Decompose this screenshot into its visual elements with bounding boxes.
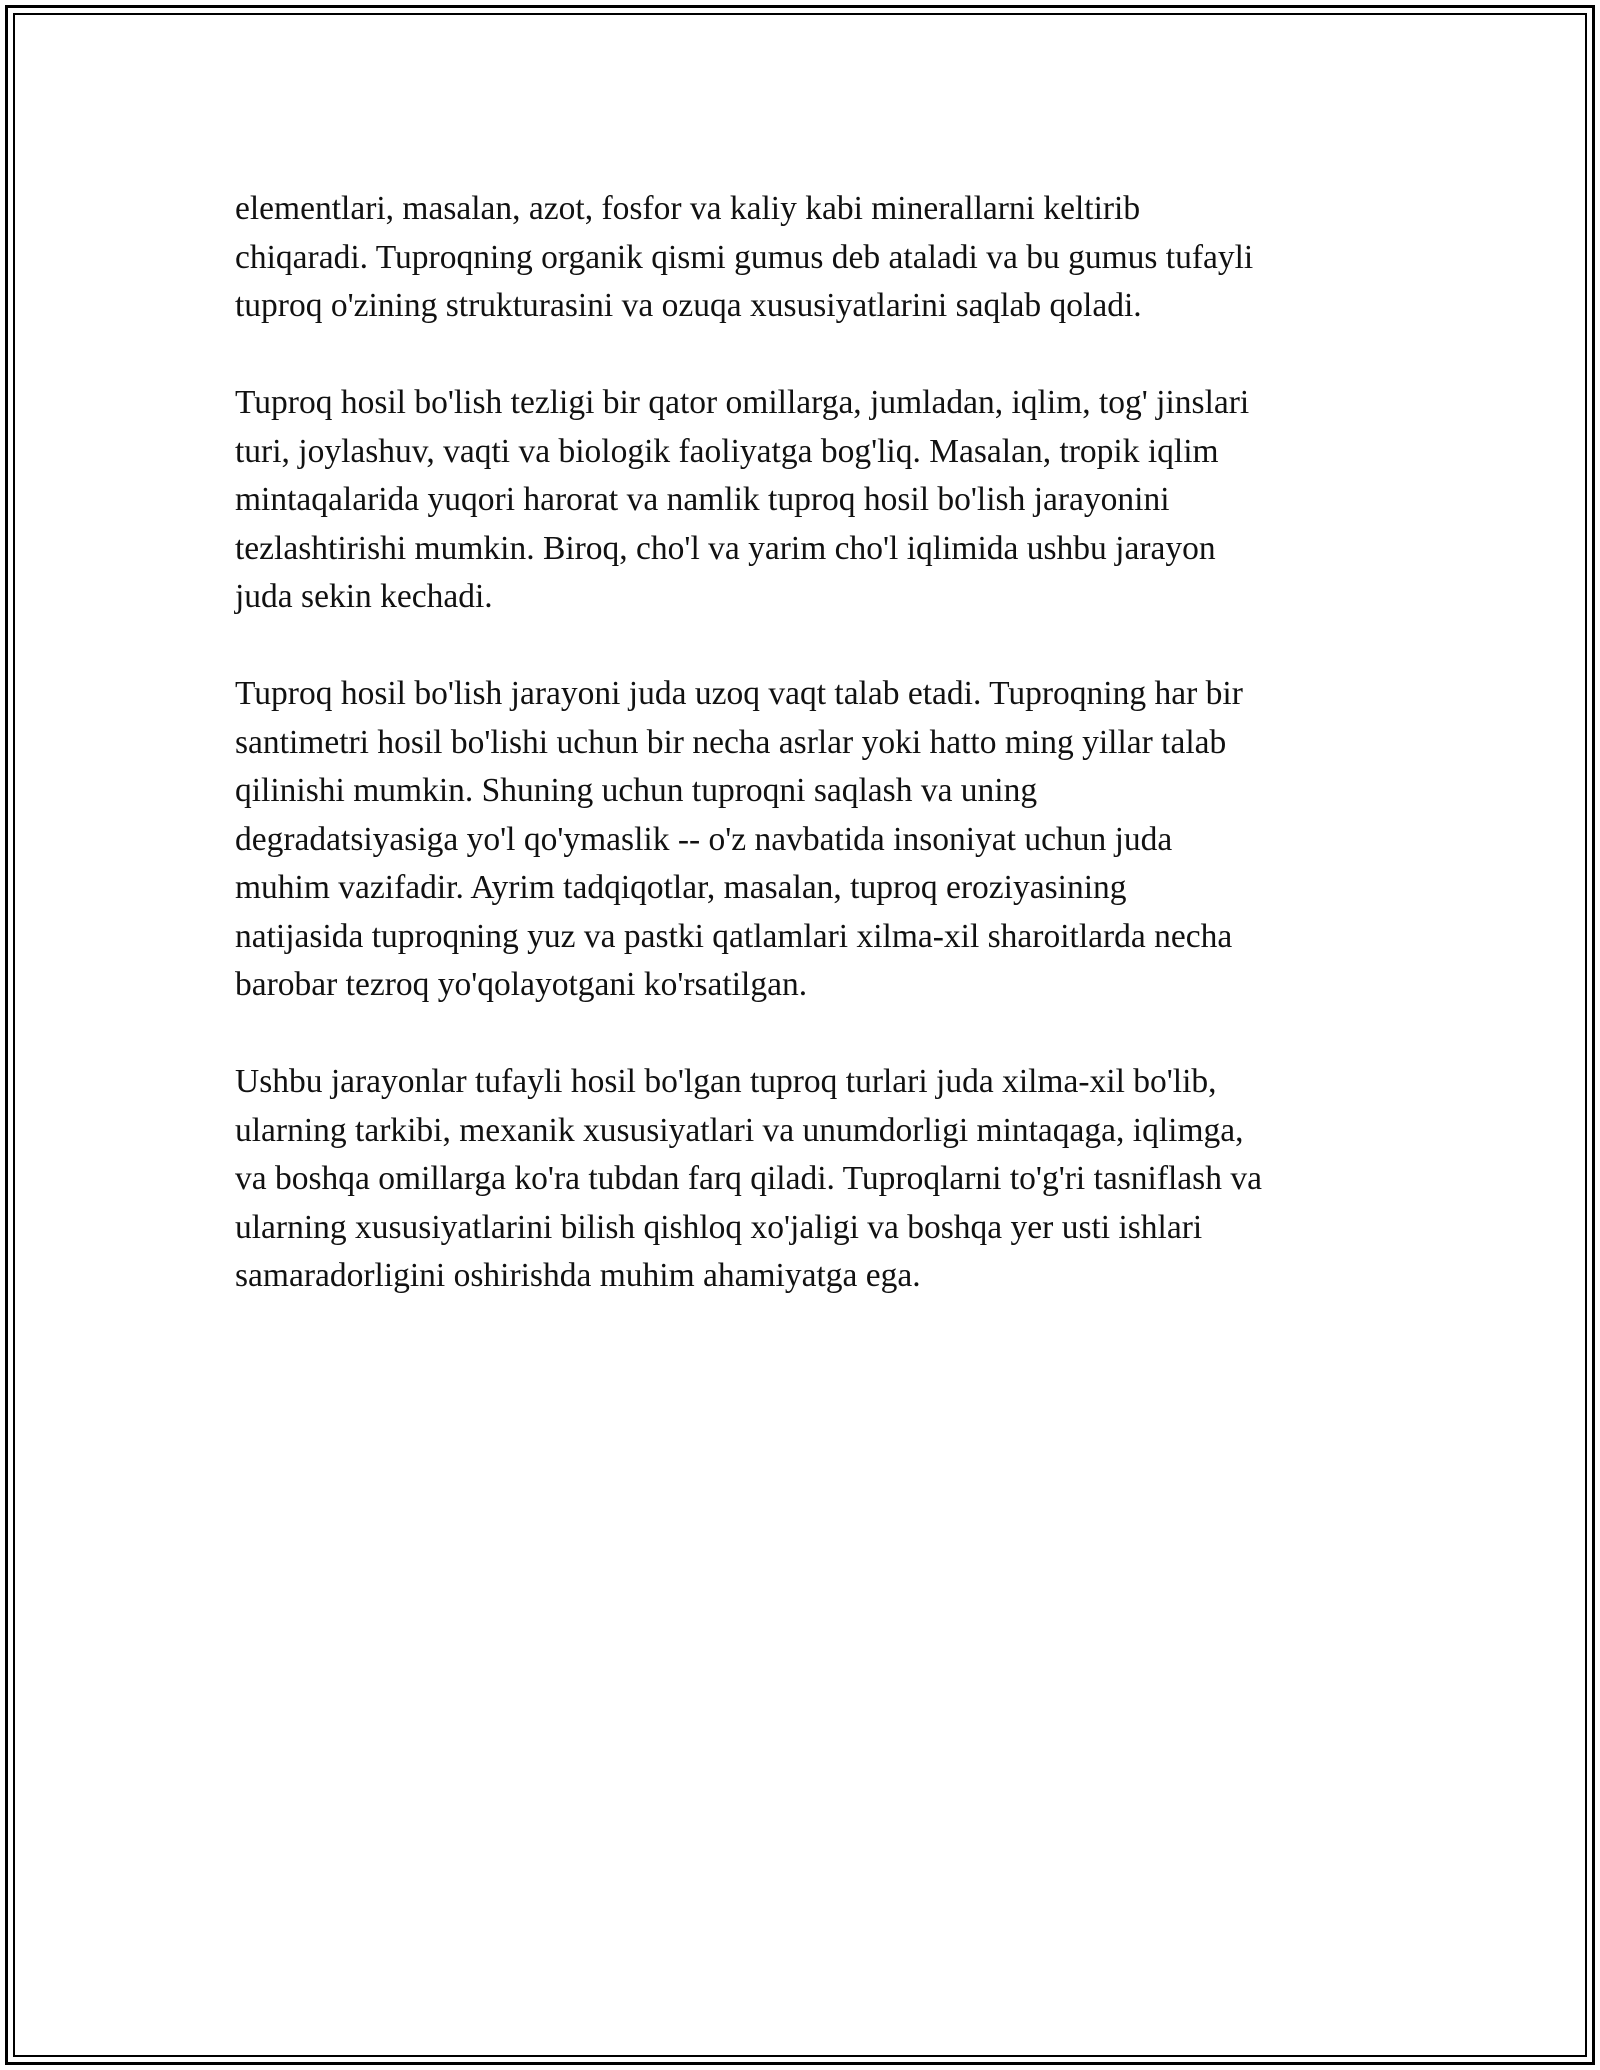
text-line: ularning tarkibi, mexanik xususiyatlari va unumdorligi mintaqaga, iqlimga, [235, 1111, 1244, 1149]
text-line: santimetri hosil bo'lishi uchun bir necha asrlar yoki hatto ming yillar talab [235, 723, 1227, 761]
paragraph-4 [235, 1058, 1375, 1301]
text-line: qilinishi mumkin. Shuning uchun tuproqni saqlash va uning [235, 772, 1038, 809]
text-line: turi, joylashuv, vaqti va biologik faoliyatga bog'liq. Masalan, tropik iqlim [235, 432, 1219, 470]
text-line: degradatsiyasiga yo'l qo'ymaslik -- o'z navbatida insoniyat uchun juda [235, 820, 1173, 858]
text-line: Tuproq hosil bo'lish jarayoni juda uzoq vaqt talab etadi. Tuproqning har bir [235, 675, 1243, 712]
paragraph-3 [235, 670, 1375, 1010]
text-line: chiqaradi. Tuproqning organik qismi gumus deb ataladi va bu gumus tufayli [235, 238, 1254, 276]
text-line: mintaqalarida yuqori harorat va namlik tuproq hosil bo'lish jarayonini [235, 481, 1170, 518]
text-line: tezlashtirishi mumkin. Biroq, cho'l va yarim cho'l iqlimida ushbu jarayon [235, 529, 1216, 567]
paragraph-1 [235, 185, 1375, 331]
text-line: Tuproq hosil bo'lish tezligi bir qator omillarga, jumladan, iqlim, tog' jinslari [235, 384, 1250, 421]
text-line: elementlari, masalan, azot, fosfor va kaliy kabi minerallarni keltirib [235, 190, 1141, 227]
text-line: samaradorligini oshirishda muhim ahamiyatga ega. [235, 1257, 921, 1294]
text-line: juda sekin kechadi. [235, 578, 493, 615]
text-line: muhim vazifadir. Ayrim tadqiqotlar, masalan, tuproq eroziyasining [235, 869, 1127, 906]
text-line: ularning xususiyatlarini bilish qishloq xo'jaligi va boshqa yer usti ishlari [235, 1208, 1203, 1246]
text-line: Ushbu jarayonlar tufayli hosil bo'lgan tuproq turlari juda xilma-xil bo'lib, [235, 1063, 1217, 1100]
text-line: barobar tezroq yo'qolayotgani ko'rsatilgan. [235, 966, 808, 1003]
document-body [235, 185, 1375, 1349]
text-line: tuproq o'zining strukturasini va ozuqa xususiyatlarini saqlab qoladi. [235, 287, 1142, 324]
text-line: natijasida tuproqning yuz va pastki qatlamlari xilma-xil sharoitlarda necha [235, 917, 1233, 955]
text-line: va boshqa omillarga ko'ra tubdan farq qiladi. Tuproqlarni to'g'ri tasniflash va [235, 1160, 1262, 1197]
paragraph-2 [235, 379, 1375, 622]
